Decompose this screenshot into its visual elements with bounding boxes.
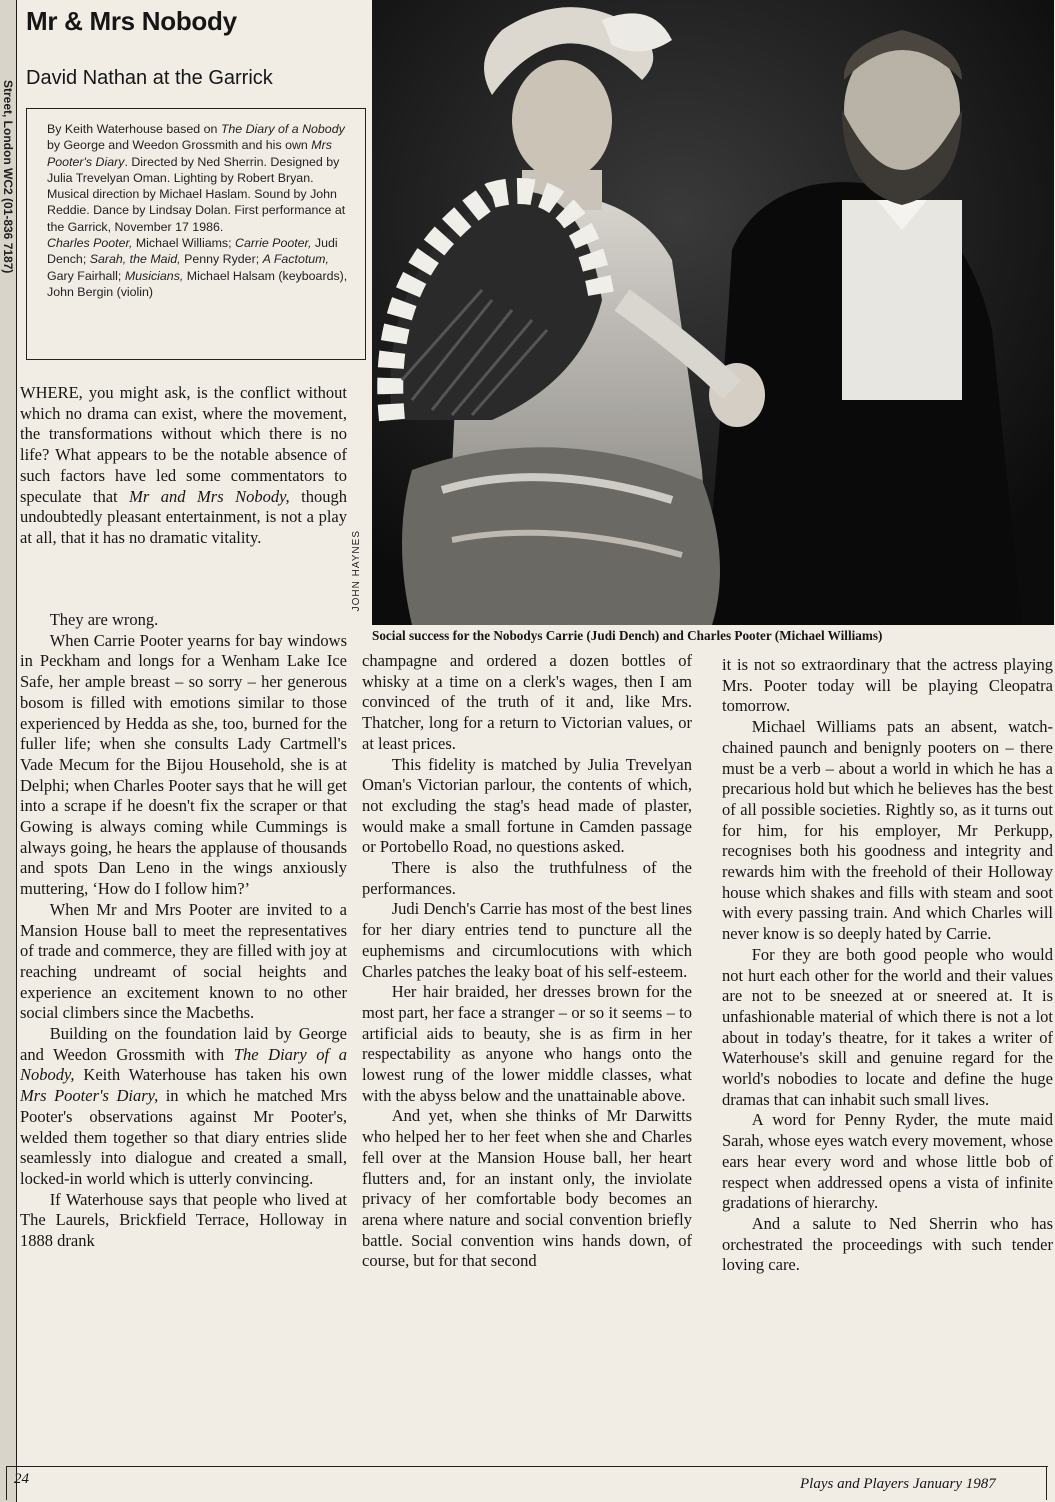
credits-text: by George and Weedon Grossmith and his own <box>47 138 312 153</box>
play-title: Mr and Mrs Nobody, <box>129 486 290 506</box>
body-paragraph: There is also the truthfulness of the performances. <box>362 858 692 898</box>
cast-role: Musicians, <box>124 268 184 283</box>
body-paragraph: WHERE, you might ask, is the conflict without which no drama can exist, where the movement, the transformations without which there is no life? What appears to be the notable absence of such factors have led some commentators to speculate that Mr and Mrs Nobody, though undoubtedly pleasant entertainment, is not a play at all, that it has no dramatic vitality. <box>20 383 347 547</box>
credits-text: By Keith Waterhouse based on <box>47 122 221 136</box>
production-photo-illustration <box>372 0 1054 625</box>
book-title: Mrs Pooter's Diary, <box>20 1086 159 1106</box>
body-paragraph: it is not so extraordinary that the actress playing Mrs. Pooter today will be playing Cleopatra tomorrow. <box>722 655 1053 716</box>
credits-text: . Directed by Ned Sherrin. Designed by Julia Trevelyan Oman. Lighting by Robert Bryan. Musical direction by Michael Haslam. Sound by John Reddie. Dance by Lindsay Dolan. First performance at the Garrick, November 17 1986. <box>47 154 346 234</box>
body-paragraph: Building on the foundation laid by George and Weedon Grossmith with The Diary of a Nobody, Keith Waterhouse has taken his own Mrs Pooter's Diary, in which he matched Mrs Pooter's observations against Mr Pooter's, welded them together so that diary entries slide seamlessly into dialogue and created a small, locked-in world which is utterly convincing. <box>20 1024 347 1188</box>
body-paragraph: For they are both good people who would not hurt each other for the world and their values are not to be sneezed at or sneered at. It is unfashionable material of which there is not a lot about in today's theatre, for it takes a writer of Waterhouse's skill and genuine regard for the world's nobodies to locate and define the huge dramas that can inhabit such small lives. <box>722 944 1053 1109</box>
body-paragraph: And yet, when she thinks of Mr Darwitts who helped her to her feet when she and Charles fell over at the Mansion House ball, her heart flutters and, for an instant only, the inviolate privacy of her comfortable body becomes an arena where nature and social convention briefly battle. Social convention wins hands down, of course, but for that second <box>362 1106 692 1271</box>
article-column-3 <box>722 655 1053 1276</box>
body-paragraph: Judi Dench's Carrie has most of the best lines for her diary entries tend to puncture all the euphemisms and circumlocutions with which Charles patches the leaky boat of his self-esteem. <box>362 899 692 981</box>
footer-rule <box>6 1466 1048 1467</box>
body-paragraph: This fidelity is matched by Julia Trevelyan Oman's Victorian parlour, the contents of which, not excluding the stag's head made of plaster, would make a small fortune in Camden passage or Portobello Road, no questions asked. <box>362 754 692 857</box>
page-number: 24 <box>14 1471 29 1487</box>
footer-rule-left <box>6 1466 7 1500</box>
footer-rule-right <box>1046 1466 1047 1500</box>
production-photo <box>372 0 1054 625</box>
body-paragraph: When Carrie Pooter yearns for bay windows in Peckham and longs for a Wenham Lake Ice Safe, her ample breast – so sorry – her generous bosom is filled with emotions similar to those experienced by Hedda as she, too, burned for the fuller life; when she consults Lady Cartmell's Vade Mecum for the Bijou Household, she is at Delphi; when Charles Pooter says that he will get into a scrape if he doesn't fix the scraper or that Gowing is always coming while Cummings is always going, he hears the applause of thousands and spots Dan Leno in the wings anxiously muttering, ‘How do I follow him?’ <box>20 630 347 899</box>
cast-role: Carrie Pooter, <box>235 236 312 251</box>
cast-role: Charles Pooter, <box>47 236 133 251</box>
body-paragraph: They are wrong. <box>49 610 159 629</box>
article-byline: David Nathan at the Garrick <box>26 67 273 89</box>
body-paragraph: A word for Penny Ryder, the mute maid Sarah, whose eyes watch every movement, whose ears hear every word and whose little bob of respect when addressed opens a vista of infinite gradations of hierarchy. <box>722 1110 1053 1213</box>
body-paragraph: And a salute to Ned Sherrin who has orchestrated the proceedings with such tender loving care. <box>722 1213 1053 1275</box>
body-paragraph: Michael Williams pats an absent, watch-chained paunch and benignly pooters on – there must be a verb – about a world in which he has a precarious hold but which he believes has the best of all possible societies. Rightly so, as it turns out for him, for his employer, Mr Perkupp, recognises both his goodness and integrity and rewards him with the freehold of their Holloway house which shakes and fills with steam and soot with every passing train. And which Charles will never know is so deeply hated by Carrie. <box>722 717 1053 944</box>
article-column-2 <box>362 651 692 1272</box>
cast-actor: Gary Fairhall; <box>47 268 125 283</box>
photo-caption: Social success for the Nobodys Carrie (Judi Dench) and Charles Pooter (Michael Williams) <box>372 628 883 643</box>
body-paragraph: When Mr and Mrs Pooter are invited to a Mansion House ball to meet the representatives of trade and commerce, they are filled with joy at reaching undreamt of social heights and experience an excitement known to no other social climbers since the Macbeths. <box>20 899 347 1023</box>
article-column-1-top <box>20 383 347 549</box>
side-address-note: Street, London WC2 (01-836 7187) <box>1 80 15 274</box>
cast-actor: Judi Dench; <box>47 236 338 267</box>
cast-role: Sarah, the Maid, <box>89 252 181 267</box>
body-paragraph: If Waterhouse says that people who lived at The Laurels, Brickfield Terrace, Holloway in 1888 drank <box>20 1189 347 1251</box>
article-title: Mr & Mrs Nobody <box>26 6 237 36</box>
publication-footer: Plays and Players January 1987 <box>800 1476 996 1492</box>
cast-actor: Michael Williams; <box>132 236 235 251</box>
photo-credit: JOHN HAYNES <box>351 530 362 612</box>
book-title: The Diary of a Nobody, <box>20 1044 347 1085</box>
article-column-1-bottom <box>20 610 347 1252</box>
cast-actor: Michael Halsam (keyboards), John Bergin (violin) <box>47 268 348 299</box>
body-paragraph: champagne and ordered a dozen bottles of whisky at a time on a clerk's wages, then I am convinced of the truth of it and, like Mrs. Thatcher, long for a return to Victorian values, or at least prices. <box>362 651 692 753</box>
credits-source-title: The Diary of a Nobody <box>220 122 345 136</box>
production-credits-box <box>26 108 366 360</box>
cast-role: A Factotum, <box>262 252 329 267</box>
credits-source-title: Mrs Pooter's Diary <box>47 138 332 169</box>
body-paragraph: Her hair braided, her dresses brown for the most part, her face a stranger – or so it seems – to artificial aids to beauty, she is as firm in her respectability as anyone who hangs onto the lowest rung of the lower middle classes, what with the abyss below and the unattainable above. <box>362 982 692 1105</box>
cast-actor: Penny Ryder; <box>180 252 263 267</box>
